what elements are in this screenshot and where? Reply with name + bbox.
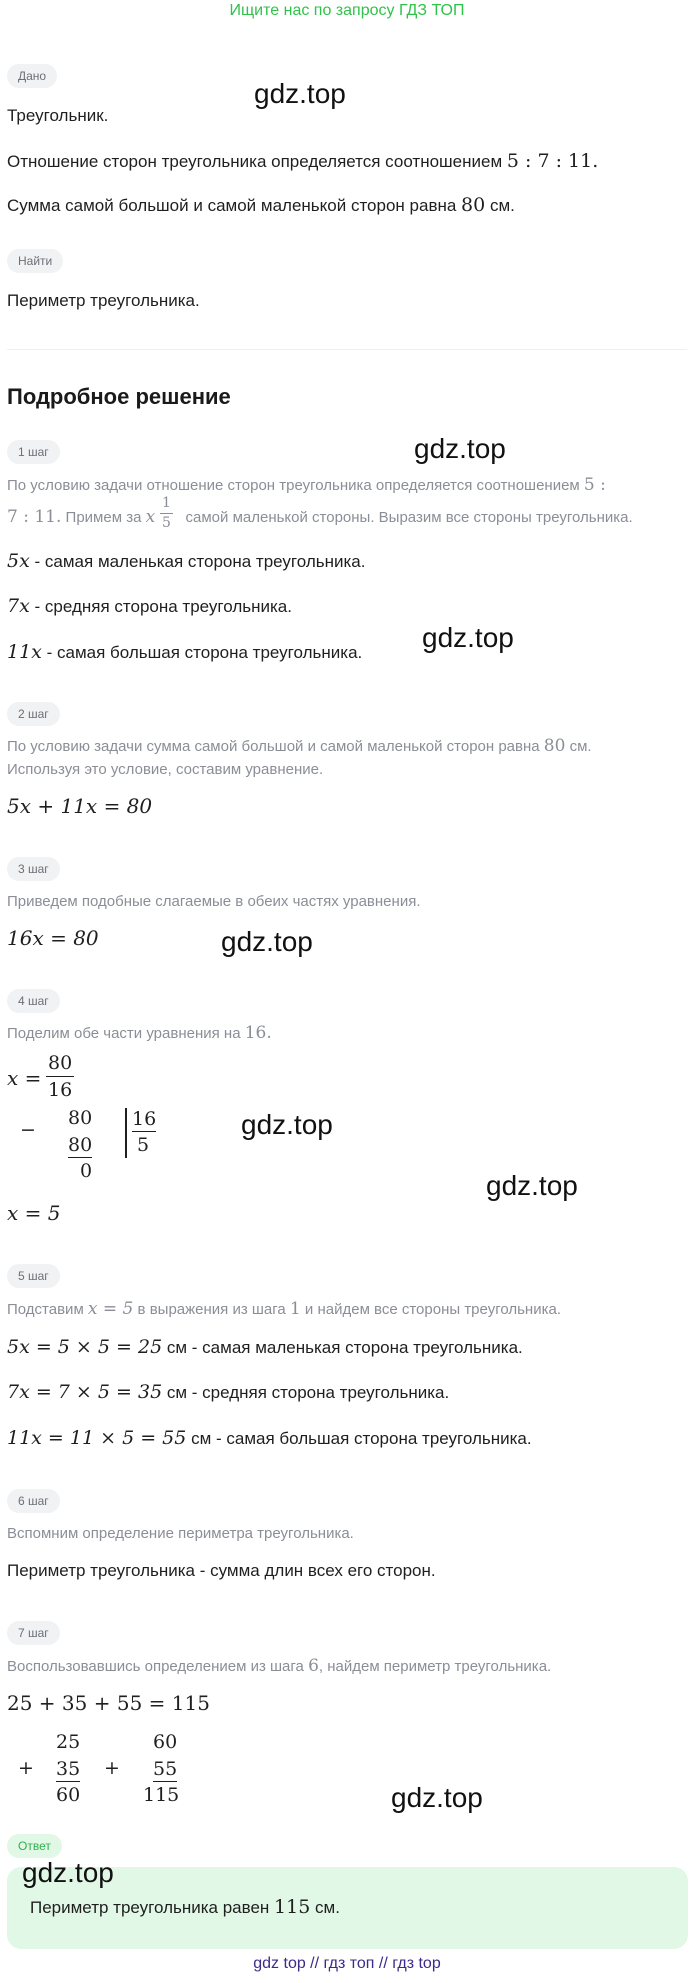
watermark: gdz.top <box>486 1170 578 1201</box>
step1-line-1 <box>7 549 366 574</box>
step5-gray-1-m1: x = 5 <box>87 1299 134 1319</box>
column2-mid: 55 <box>153 1758 178 1780</box>
badge-step-4: 4 шаг <box>7 989 60 1013</box>
step5-gray-1-m2: 1 <box>289 1299 301 1319</box>
step5-gray-1-b: в выражения из шага <box>133 1301 290 1318</box>
step2-gray-1-unit: см. <box>565 738 592 755</box>
step5-l1-text: см - самая маленькая сторона треугольника. <box>162 1338 523 1357</box>
step5-l2-text: см - средняя сторона треугольника. <box>162 1383 450 1402</box>
answer-math: 115 <box>274 1896 311 1918</box>
badge-answer: Ответ <box>7 1834 62 1858</box>
badge-step-7: 7 шаг <box>7 1621 60 1645</box>
divider <box>7 349 687 350</box>
step1-l3-math: 11x <box>7 641 42 663</box>
column2-top: 60 <box>153 1731 178 1753</box>
step4-eq-lhs: x = <box>7 1066 42 1090</box>
watermark: gdz.top <box>254 78 346 109</box>
division-quotient: 5 <box>137 1134 150 1156</box>
step6-line: Периметр треугольника - сумма длин всех его сторон. <box>7 1561 436 1580</box>
step1-fraction <box>160 494 173 533</box>
step5-l3-text: см - самая большая сторона треугольника. <box>186 1429 532 1448</box>
footer-separator: // <box>374 1955 393 1972</box>
badge-step-2: 2 шаг <box>7 702 60 726</box>
footer-link-1[interactable]: gdz top <box>253 1955 306 1972</box>
watermark: gdz.top <box>391 1782 483 1813</box>
step1-gray-1 <box>7 474 606 497</box>
step1-gray-2-text-a: Примем за <box>61 509 146 526</box>
division-vertical-line <box>125 1108 127 1158</box>
given-line-2 <box>7 149 598 174</box>
step5-l3-math: 11x = 11 × 5 = 55 <box>7 1427 187 1449</box>
find-line: Периметр треугольника. <box>7 291 200 310</box>
badge-step-3: 3 шаг <box>7 857 60 881</box>
column1-mid: 35 <box>56 1758 81 1780</box>
step2-gray-1-text: По условию задачи сумма самой большой и самой маленькой сторон равна <box>7 738 544 755</box>
step4-result: x = 5 <box>7 1201 61 1225</box>
answer-text <box>30 1895 340 1920</box>
footer-separator: // <box>305 1955 324 1972</box>
step7-gray-1-a: Воспользовавшись определением из шага <box>7 1658 309 1675</box>
division-divisor: 16 <box>132 1108 157 1130</box>
step4-gray-1-math: 16. <box>244 1023 272 1043</box>
step1-gray-2 <box>7 506 633 529</box>
step1-gray-1-math: 5 : <box>583 475 606 495</box>
step6-gray-1: Вспомним определение периметра треугольника. <box>7 1525 354 1542</box>
step5-gray-1-a: Подставим <box>7 1301 88 1318</box>
step1-l1-math: 5x <box>7 550 30 572</box>
badge-step-6: 6 шаг <box>7 1489 60 1513</box>
watermark: gdz.top <box>241 1109 333 1140</box>
column1-top: 25 <box>56 1731 81 1753</box>
answer-text-b: см. <box>310 1898 340 1917</box>
step3-equation: 16x = 80 <box>7 926 99 950</box>
footer-links <box>0 1955 694 1973</box>
answer-text-a: Периметр треугольника равен <box>30 1898 275 1917</box>
column2-result: 115 <box>143 1784 180 1806</box>
step2-gray-1-math: 80 <box>543 736 566 756</box>
step1-line-2 <box>7 594 292 619</box>
step4-gray-1 <box>7 1022 272 1045</box>
step5-line-3 <box>7 1426 532 1451</box>
ratio-math: 5 : 7 : 11. <box>506 150 599 172</box>
step1-frac-num: 1 <box>160 494 173 514</box>
solution-heading: Подробное решение <box>7 384 231 409</box>
step1-l3-text: - самая большая сторона треугольника. <box>41 643 363 662</box>
step1-line-3 <box>7 640 362 665</box>
step1-gray-1-text: По условию задачи отношение сторон треугольника определяется соотношением <box>7 477 584 494</box>
step1-gray-2-math: 7 : 11. <box>7 507 62 527</box>
badge-given: Дано <box>7 64 57 88</box>
step1-gray-2-text-b: самой маленькой стороны. Выразим все стороны треугольника. <box>181 509 633 526</box>
footer-link-3[interactable]: гдз top <box>392 1955 441 1972</box>
step5-gray-1 <box>7 1298 561 1321</box>
step2-equation: 5x + 11x = 80 <box>7 794 153 818</box>
watermark: gdz.top <box>221 926 313 957</box>
given-line-3-unit: см. <box>485 196 515 215</box>
column1-result: 60 <box>56 1784 81 1806</box>
given-line-2-text: Отношение сторон треугольника определяется соотношением <box>7 152 507 171</box>
division-minus: − <box>20 1119 36 1141</box>
step1-x: x <box>145 507 156 527</box>
step4-gray-1-text: Поделим обе части уравнения на <box>7 1025 245 1042</box>
search-banner[interactable]: Ищите нас по запросу ГДЗ ТОП <box>229 2 465 19</box>
step5-l1-math: 5x = 5 × 5 = 25 <box>7 1336 163 1358</box>
badge-step-5: 5 шаг <box>7 1264 60 1288</box>
step7-gray-1-m: 6 <box>308 1656 319 1676</box>
step4-frac-num: 80 <box>46 1050 74 1077</box>
step3-gray-1: Приведем подобные слагаемые в обеих частях уравнения. <box>7 893 421 910</box>
sum-math: 80 <box>461 194 486 216</box>
step2-gray-1 <box>7 735 592 758</box>
division-subtrahend: 80 <box>68 1134 93 1156</box>
footer-link-2[interactable]: гдз топ <box>323 1955 375 1972</box>
given-line-3 <box>7 193 515 218</box>
column-plus-1: + <box>18 1757 34 1779</box>
step5-line-1 <box>7 1335 523 1360</box>
step4-frac-den: 16 <box>48 1079 73 1101</box>
step1-l2-math: 7x <box>7 595 30 617</box>
watermark: gdz.top <box>22 1857 114 1888</box>
step7-equation: 25 + 35 + 55 = 115 <box>7 1691 210 1715</box>
division-dividend: 80 <box>68 1107 93 1129</box>
step7-gray-1 <box>7 1655 551 1678</box>
given-line-3-text: Сумма самой большой и самой маленькой сторон равна <box>7 196 462 215</box>
given-line-1: Треугольник. <box>7 106 109 125</box>
step5-l2-math: 7x = 7 × 5 = 35 <box>7 1381 163 1403</box>
step5-line-2 <box>7 1380 449 1405</box>
step2-gray-2: Используя это условие, составим уравнение. <box>7 761 324 778</box>
badge-step-1: 1 шаг <box>7 440 60 464</box>
badge-find: Найти <box>7 249 63 273</box>
step5-gray-1-c: и найдем все стороны треугольника. <box>300 1301 561 1318</box>
step1-l2-text: - средняя сторона треугольника. <box>29 597 292 616</box>
watermark: gdz.top <box>422 622 514 653</box>
step7-gray-1-b: , найдем периметр треугольника. <box>318 1658 552 1675</box>
watermark: gdz.top <box>414 433 506 464</box>
division-remainder: 0 <box>80 1160 93 1182</box>
step1-l1-text: - самая маленькая сторона треугольника. <box>29 552 366 571</box>
step1-frac-den: 5 <box>162 515 171 531</box>
column-plus-2: + <box>104 1757 120 1779</box>
step4-fraction <box>46 1050 74 1103</box>
